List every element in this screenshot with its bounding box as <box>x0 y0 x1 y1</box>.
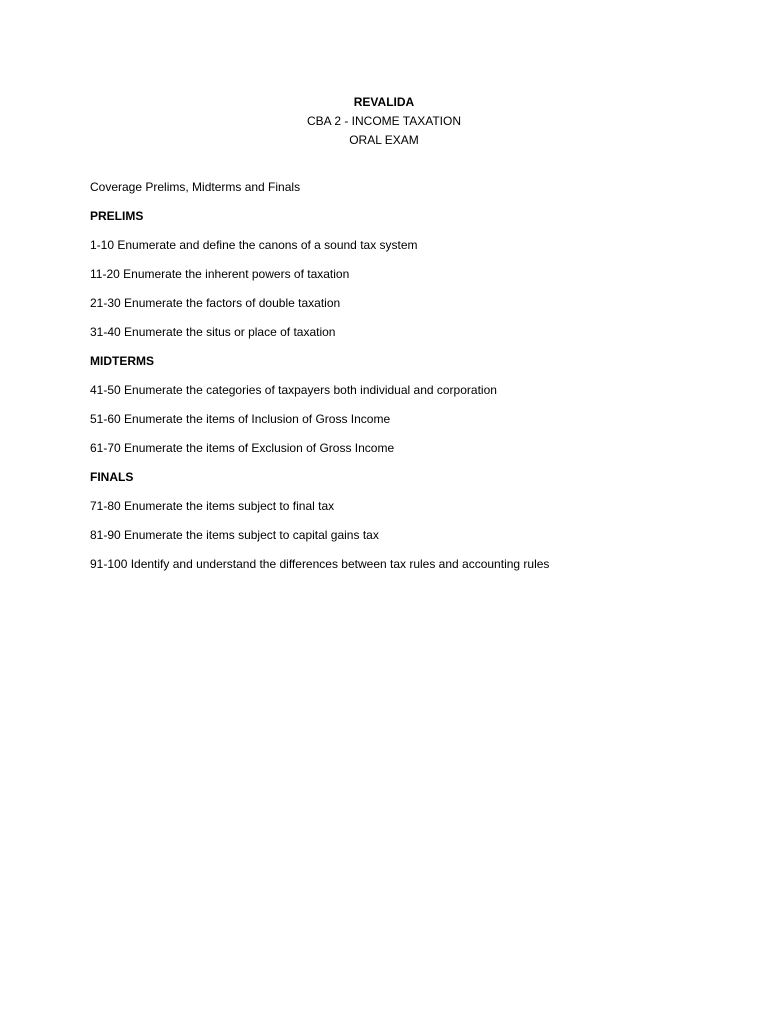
document-subtitle: CBA 2 - INCOME TAXATION <box>306 114 462 128</box>
list-item: 61-70 Enumerate the items of Exclusion of Gross Income <box>90 441 395 455</box>
list-item: 71-80 Enumerate the items subject to final tax <box>90 499 335 513</box>
list-item: 21-30 Enumerate the factors of double taxation <box>90 296 341 310</box>
list-item: 91-100 Identify and understand the differences between tax rules and accounting rules <box>90 557 550 571</box>
coverage-line: Coverage Prelims, Midterms and Finals <box>90 180 301 194</box>
list-item: 51-60 Enumerate the items of Inclusion of Gross Income <box>90 412 391 426</box>
list-item: 41-50 Enumerate the categories of taxpayers both individual and corporation <box>90 383 497 397</box>
list-item: 1-10 Enumerate and define the canons of a sound tax system <box>90 238 418 252</box>
document-body <box>90 178 730 584</box>
document-title: REVALIDA <box>353 95 415 109</box>
section-heading-midterms: MIDTERMS <box>90 354 154 368</box>
exam-type: ORAL EXAM <box>349 133 419 147</box>
list-item: 81-90 Enumerate the items subject to capital gains tax <box>90 528 379 542</box>
list-item: 31-40 Enumerate the situs or place of taxation <box>90 325 336 339</box>
section-heading-prelims: PRELIMS <box>90 209 144 223</box>
document-header <box>0 93 768 150</box>
list-item: 11-20 Enumerate the inherent powers of taxation <box>90 267 350 281</box>
section-heading-finals: FINALS <box>90 470 134 484</box>
